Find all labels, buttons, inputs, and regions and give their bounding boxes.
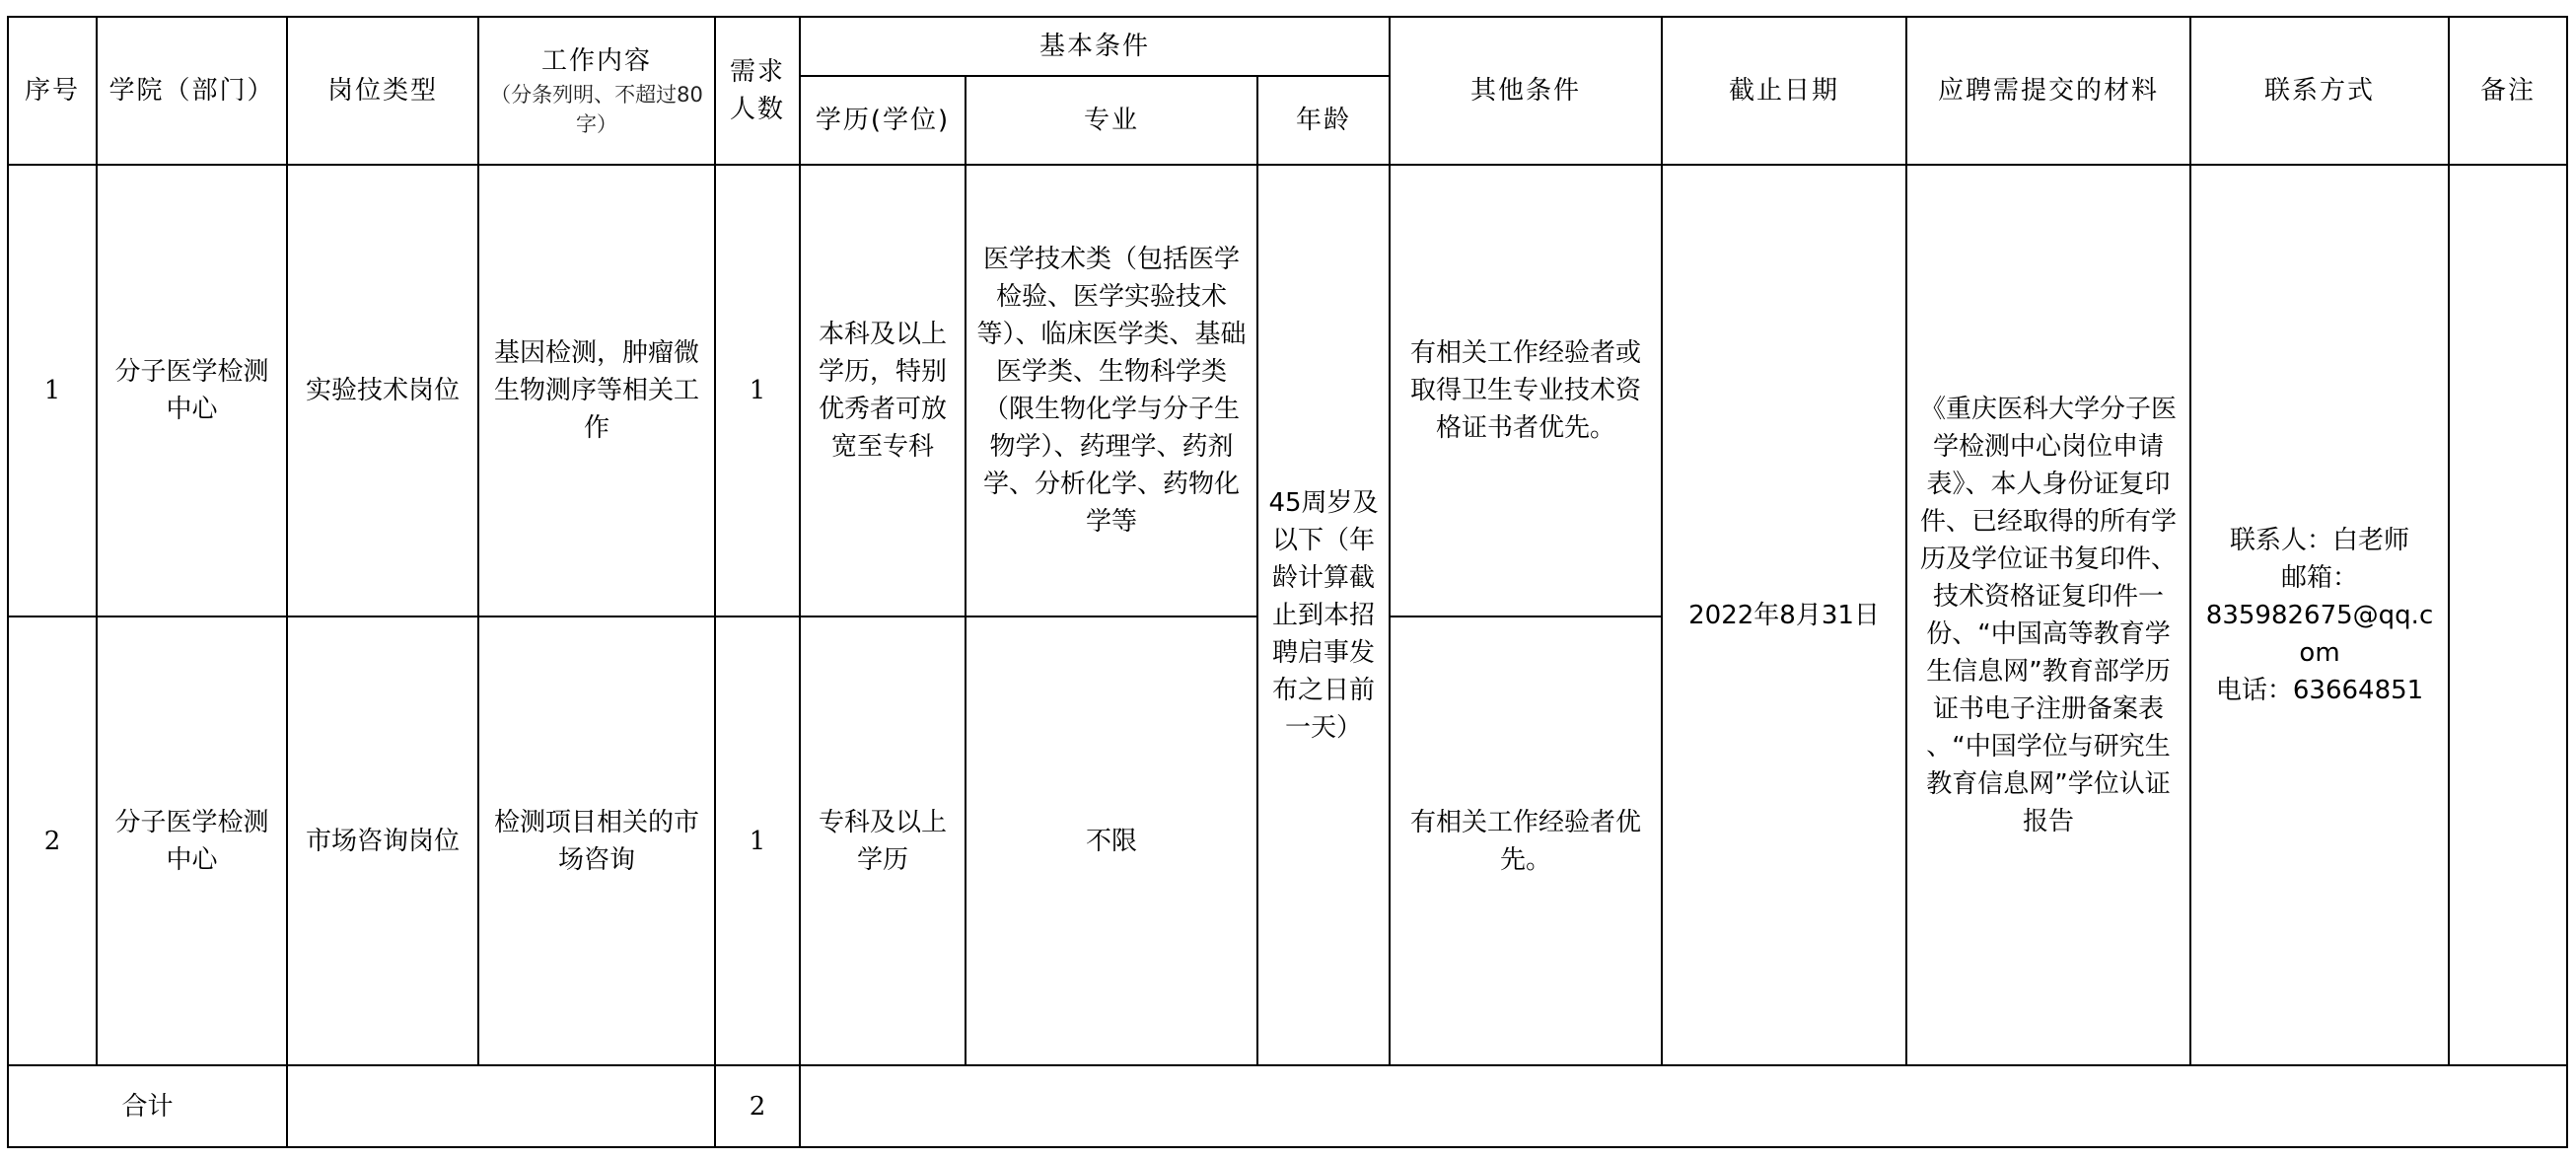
row-dept: 分子医学检测中心 [97,616,287,1065]
header-contact: 联系方式 [2190,17,2449,165]
row-other: 有相关工作经验者优先。 [1390,616,1662,1065]
header-need: 需求人数 [715,17,800,165]
row-work: 基因检测，肿瘤微生物测序等相关工作 [478,165,715,616]
header-other: 其他条件 [1390,17,1662,165]
header-major: 专业 [966,76,1257,165]
age-cell: 45周岁及以下（年龄计算截止到本招聘启事发布之日前一天） [1257,165,1390,1065]
header-post-type: 岗位类型 [287,17,478,165]
row-major: 不限 [966,616,1257,1065]
materials-cell: 《重庆医科大学分子医学检测中心岗位申请表》、本人身份证复印件、已经取得的所有学历及学位证书复印件、技术资格证复印件一份、“中国高等教育学生信息网”教育部学历证书电子注册备案表 、“中国学位与研究生教育信息网”学位认证报告 [1906,165,2190,1065]
row-other: 有相关工作经验者或取得卫生专业技术资格证书者优先。 [1390,165,1662,616]
contact-cell [2190,165,2449,1065]
row-post-type: 市场咨询岗位 [287,616,478,1065]
deadline-cell: 2022年8月31日 [1662,165,1906,1065]
header-seq: 序号 [8,17,97,165]
header-dept: 学院（部门） [97,17,287,165]
remark-cell [2449,165,2567,1065]
row-need: 1 [715,616,800,1065]
header-work-title: 工作内容 [540,46,652,76]
header-work [478,17,715,165]
row-seq: 1 [8,165,97,616]
header-remark: 备注 [2449,17,2567,165]
row-work: 检测项目相关的市场咨询 [478,616,715,1065]
header-age: 年龄 [1257,76,1390,165]
row-seq: 2 [8,616,97,1065]
header-education: 学历(学位) [800,76,966,165]
header-basic: 基本条件 [800,17,1390,76]
total-label: 合计 [8,1065,287,1147]
header-row-1 [8,17,2567,76]
header-materials: 应聘需提交的材料 [1906,17,2190,165]
header-deadline: 截止日期 [1662,17,1906,165]
row-dept: 分子医学检测中心 [97,165,287,616]
row-post-type: 实验技术岗位 [287,165,478,616]
contact-phone: 电话：63664851 [2215,675,2424,705]
total-rest [800,1065,2567,1147]
row-education: 专科及以上学历 [800,616,966,1065]
row-education: 本科及以上学历，特别优秀者可放宽至专科 [800,165,966,616]
table-row [8,165,2567,616]
row-major: 医学技术类（包括医学检验、医学实验技术等）、临床医学类、基础医学类、生物科学类（限生物化学与分子生物学）、药理学、药剂学、分析化学、药物化学等 [966,165,1257,616]
contact-email-label: 邮箱： [2281,562,2359,593]
total-row [8,1065,2567,1147]
recruitment-table [7,16,2568,1148]
contact-person: 联系人：白老师 [2230,525,2410,555]
total-blank [287,1065,715,1147]
contact-email: 835982675@qq.com [2205,600,2434,668]
row-need: 1 [715,165,800,616]
header-work-note: （分条列明、不超过80字） [490,83,703,136]
total-value: 2 [715,1065,800,1147]
